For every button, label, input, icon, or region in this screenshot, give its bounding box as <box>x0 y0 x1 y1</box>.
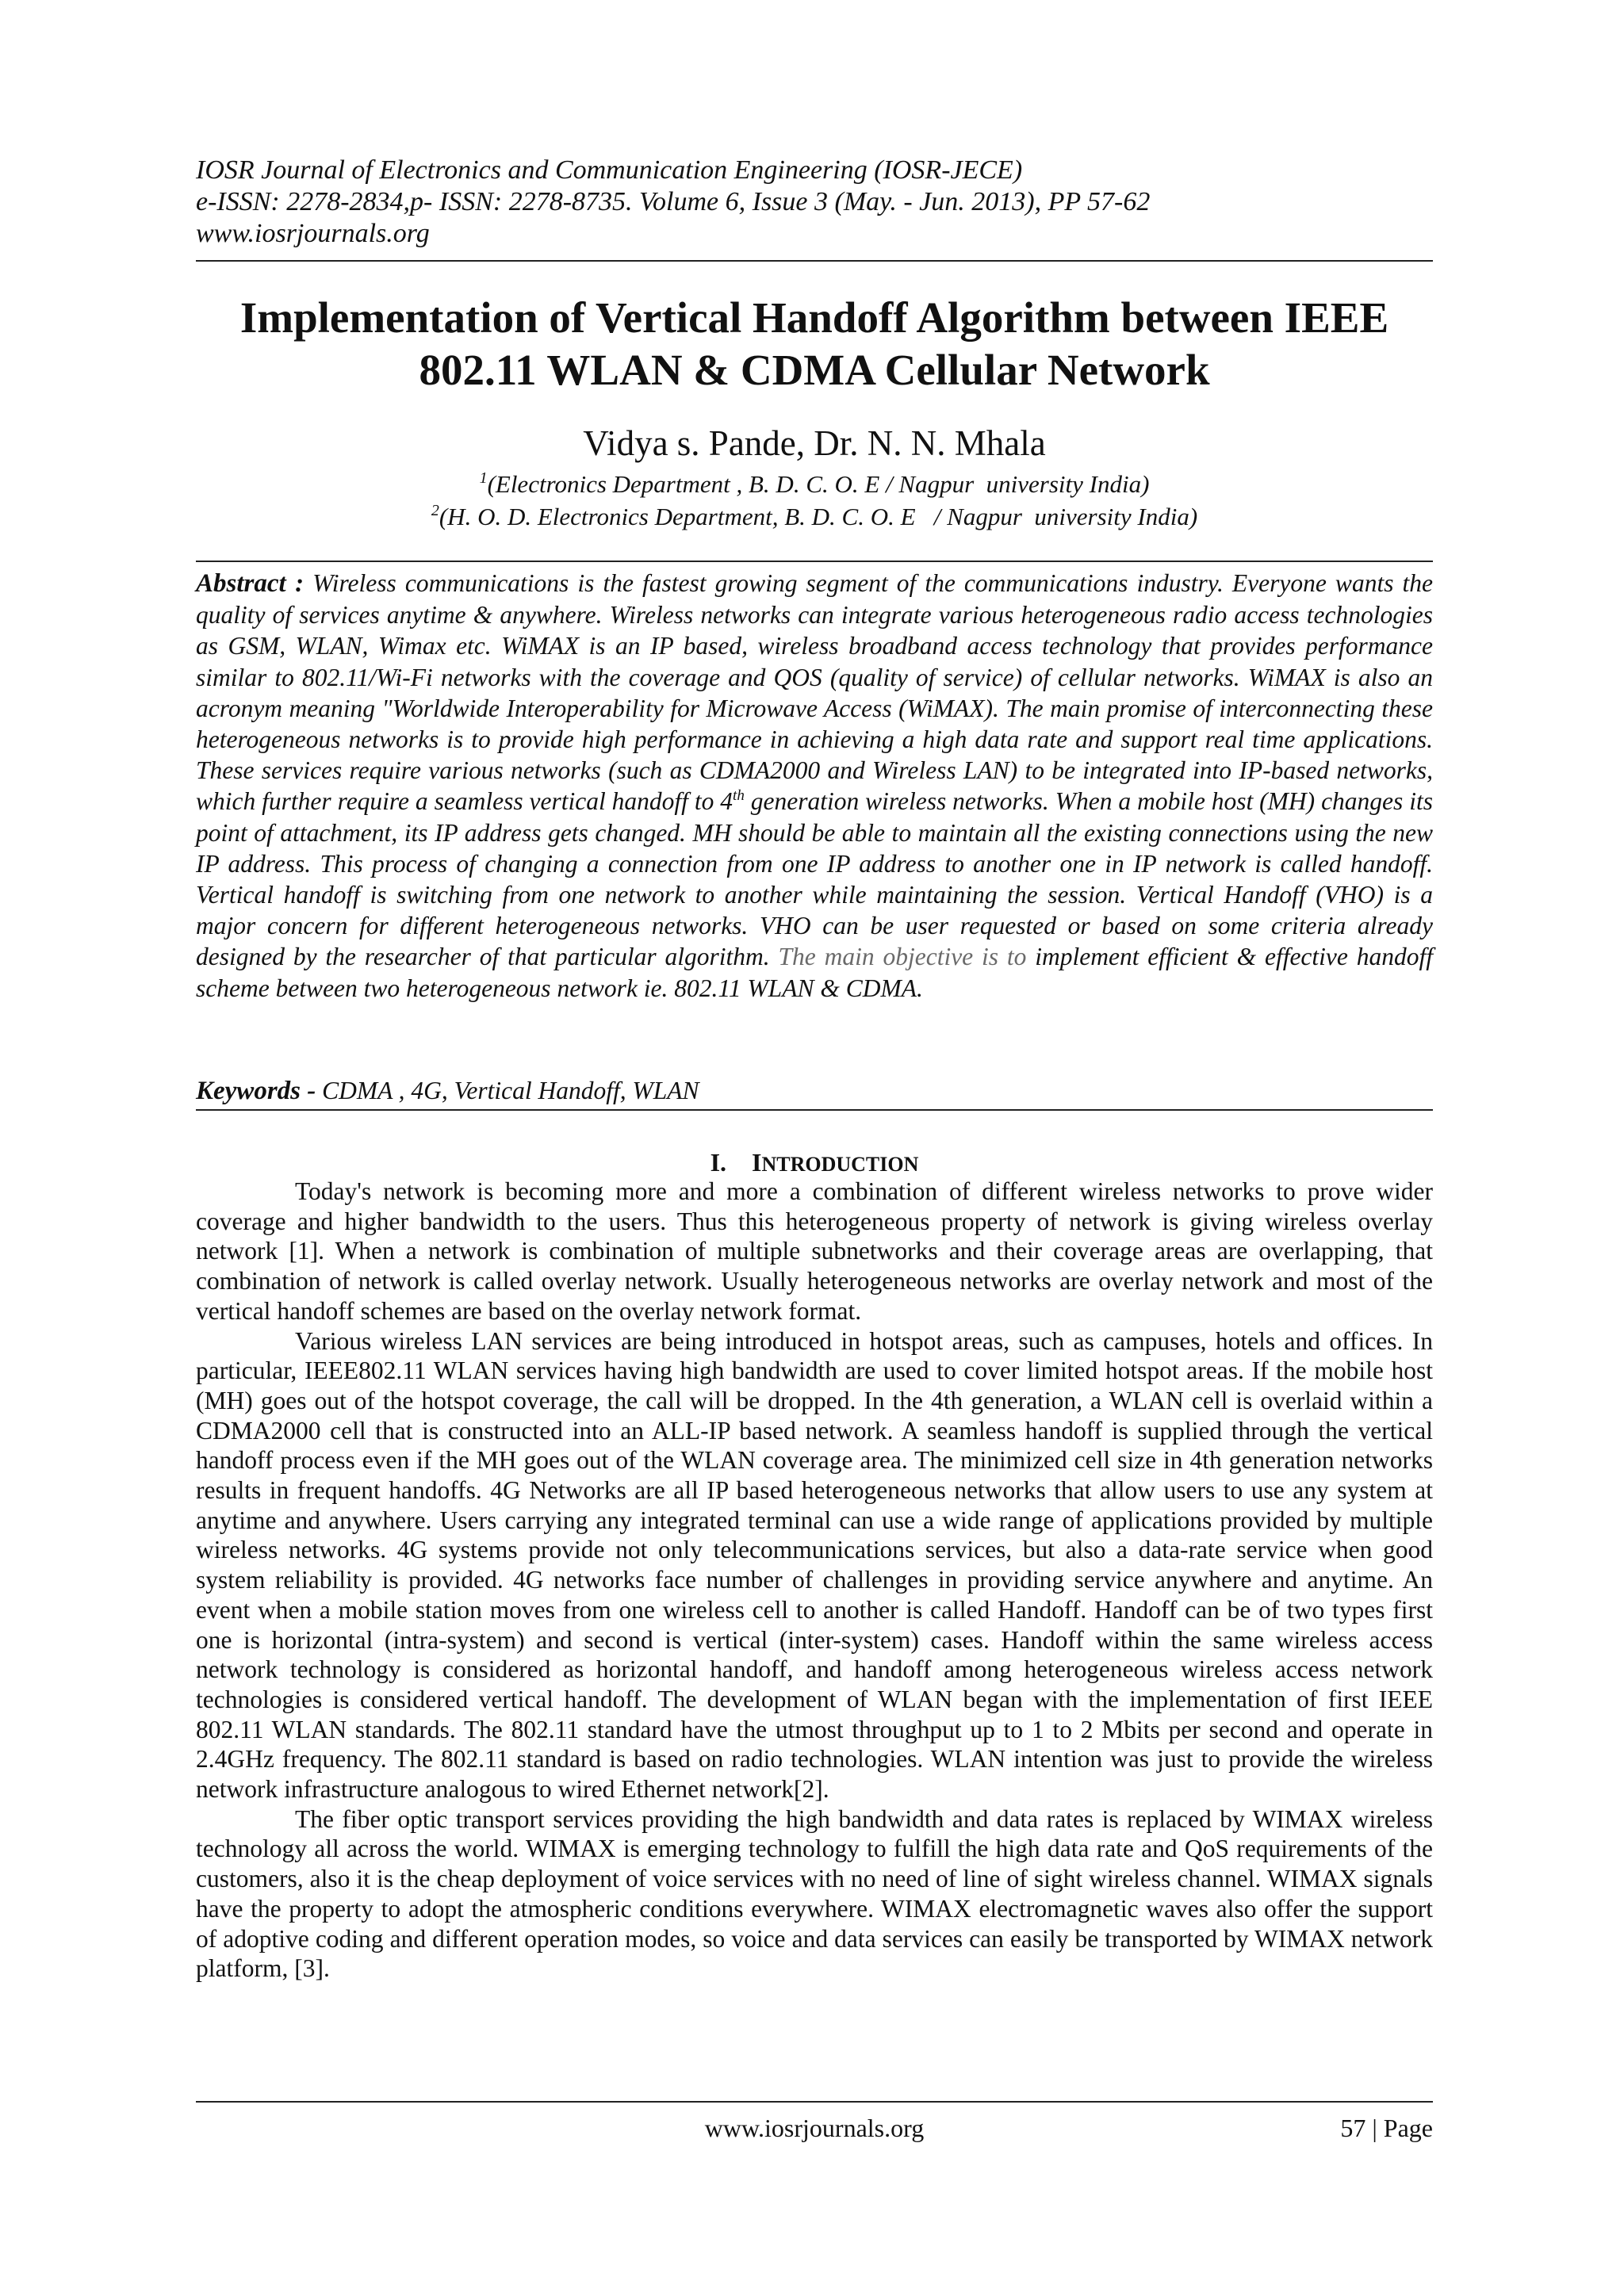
footer-website: www.iosrjournals.org <box>704 2114 925 2142</box>
keywords <box>196 1075 1433 1107</box>
paragraph: The fiber optic transport services providing the high bandwidth and data rates is replaced by WIMAX wireless technology all across the world. WIMAX is emerging technology to fulfill the high data rate and QoS requirements of the customers, also it is the cheap deployment of voice services with no need of line of sight wireless channel. WIMAX signals have the property to adopt the atmospheric conditions everywhere. WIMAX electromagnetic waves also offer the support of adoptive coding and different operation modes, so voice and data services can easily be transported by WIMAX network platform, [3]. <box>196 1804 1433 1983</box>
abstract-label: Abstract : <box>196 569 304 598</box>
affiliation-2 <box>196 502 1433 532</box>
journal-website: www.iosrjournals.org <box>196 219 430 248</box>
affiliation-1 <box>196 469 1433 499</box>
paper-title <box>196 292 1433 396</box>
title-line-2: 802.11 WLAN & CDMA Cellular Network <box>419 346 1210 394</box>
section-number: I. <box>710 1148 727 1177</box>
affiliation-1-marker: 1 <box>479 469 488 487</box>
section-heading-introduction <box>196 1146 1433 1181</box>
abstract-highlight-text: The main objective is to <box>778 943 1027 971</box>
section-title-rest: NTRODUCTION <box>761 1153 919 1176</box>
keywords-label: Keywords - <box>196 1077 316 1105</box>
section-title-initial: I <box>752 1148 762 1177</box>
affiliation-2-text: (H. O. D. Electronics Department, B. D. C. O. E / Nagpur university India) <box>439 503 1198 530</box>
abstract-top-rule <box>196 561 1433 562</box>
author-list: Vidya s. Pande, Dr. N. N. Mhala <box>583 423 1046 463</box>
abstract-text-2: generation wireless networks. When a mobile host (MH) changes its point of attachment, its IP address gets changed. MH should be able to maintain all the existing connections using the new IP address. This process of changing a connection from one IP address to another one in IP network is called handoff. Vertical handoff is switching from one network to another while maintaining the session. Vertical Handoff (VHO) is a major concern for different heterogeneous networks. VHO can be user requested or based on some criteria already designed by the researcher of that particular algorithm. <box>196 787 1433 971</box>
affiliation-2-marker: 2 <box>431 502 439 519</box>
keywords-rule <box>196 1109 1433 1111</box>
paragraph: Today's network is becoming more and more a combination of different wireless networks to prove wider coverage and higher bandwidth to the users. Thus this heterogeneous property of network is giving wireless overlay network [1]. When a network is combination of multiple subnetworks and their coverage areas are overlapping, that combination of network is called overlay network. Usually heterogeneous networks are overlay network and most of the vertical handoff schemes are based on the overlay network format. <box>196 1177 1433 1325</box>
journal-header <box>196 155 1433 250</box>
header-rule <box>196 260 1433 262</box>
paragraph: Various wireless LAN services are being introduced in hotspot areas, such as campuses, hotels and offices. In particular, IEEE802.11 WLAN services having high bandwidth are used to cover limited hotspot areas. If the mobile host (MH) goes out of the hotspot coverage, the call will be dropped. In the 4th generation, a WLAN cell is overlaid within a CDMA2000 cell that is constructed into an ALL-IP based network. A seamless handoff is supplied through the vertical handoff process even if the MH goes out of the WLAN coverage area. The minimized cell size in 4th generation networks results in frequent handoffs. 4G Networks are all IP based heterogeneous networks that allow users to use any system at anytime and anywhere. Users carrying any integrated terminal can use a wide range of applications provided by multiple wireless networks. 4G systems provide not only telecommunications services, but also a data-rate service when good system reliability is provided. 4G networks face number of challenges in providing service anywhere and anytime. An event when a mobile station moves from one wireless cell to another is called Handoff. Handoff can be of two types first one is horizontal (intra-system) and second is vertical (inter-system) cases. Handoff within the same wireless access network technology is considered as horizontal handoff, and handoff among heterogeneous wireless access network technologies is considered vertical handoff. The development of WLAN began with the implementation of first IEEE 802.11 WLAN standards. The 802.11 standard have the utmost throughput up to 1 to 2 Mbits per second and operate in 2.4GHz frequency. The 802.11 standard is based on radio technologies. WLAN intention was just to provide the wireless network infrastructure analogous to wired Ethernet network[2]. <box>196 1326 1433 1804</box>
abstract-superscript: th <box>733 787 745 805</box>
keywords-text: CDMA , 4G, Vertical Handoff, WLAN <box>316 1077 699 1104</box>
introduction-body <box>196 1177 1433 1984</box>
journal-name: IOSR Journal of Electronics and Communication Engineering (IOSR-JECE) <box>196 155 1023 185</box>
abstract-text-3: implement efficient & effective handoff scheme between two heterogeneous network ie. 802.11 WLAN & CDMA. <box>196 943 1433 1002</box>
journal-issn-volume: e-ISSN: 2278-2834,p- ISSN: 2278-8735. Volume 6, Issue 3 (May. - Jun. 2013), PP 57-62 <box>196 187 1151 216</box>
page-number: 57 | Page <box>1340 2114 1433 2142</box>
title-line-1: Implementation of Vertical Handoff Algorithm between IEEE <box>239 293 1389 342</box>
abstract-text-1: Wireless communications is the fastest growing segment of the communications industry. Everyone wants the quality of services anytime & anywhere. Wireless networks can integrate various heterogeneous radio access technologies as GSM, WLAN, Wimax etc. WiMAX is an IP based, wireless broadband access technology that provides performance similar to 802.11/Wi-Fi networks with the coverage and QOS (quality of service) of cellular networks. WiMAX is also an acronym meaning "Worldwide Interoperability for Microwave Access (WiMAX). The main promise of interconnecting these heterogeneous networks is to provide high performance in achieving a high data rate and support real time applications. These services require various networks (such as CDMA2000 and Wireless LAN) to be integrated into IP-based networks, which further require a seamless vertical handoff to 4 <box>196 569 1434 816</box>
abstract <box>196 568 1433 1004</box>
footer-rule <box>196 2101 1433 2103</box>
affiliation-1-text: (Electronics Department , B. D. C. O. E / Nagpur university India) <box>487 470 1150 498</box>
